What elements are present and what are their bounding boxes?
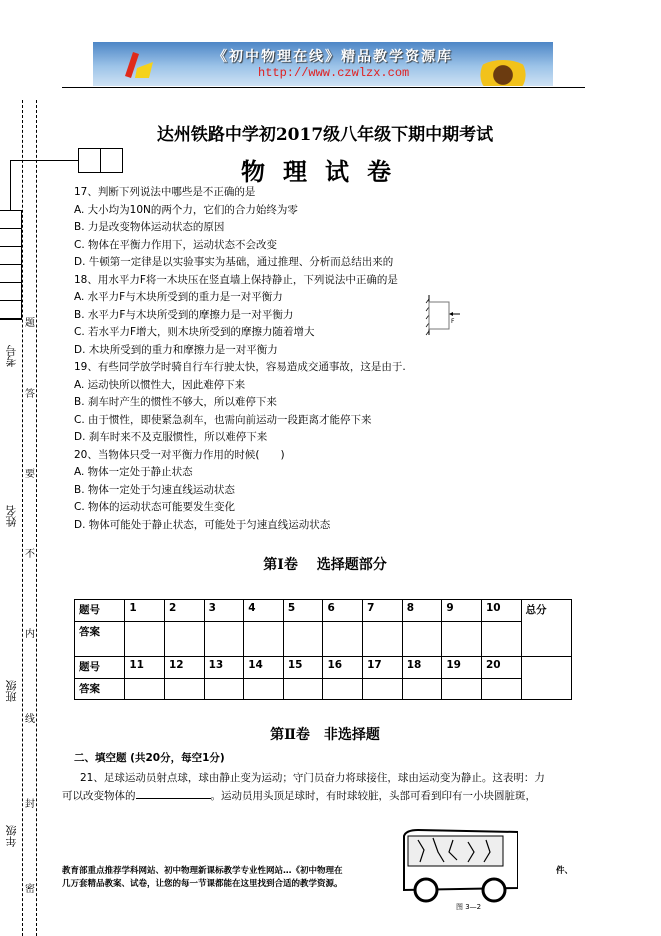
question-number: 1 (125, 600, 165, 622)
logo-icon (123, 50, 157, 80)
answer-cell[interactable] (164, 622, 204, 657)
row-label: 题号 (75, 600, 125, 622)
footer-line-1-tail: 件、 (556, 866, 574, 876)
answer-cell[interactable] (204, 622, 244, 657)
answer-cell[interactable] (363, 679, 403, 700)
answer-cell[interactable] (402, 622, 442, 657)
question-number: 15 (283, 657, 323, 679)
question-line: D. 物体可能处于静止状态，可能处于匀速直线运动状态 (74, 518, 331, 531)
question-line: A. 运动快所以惯性大，因此难停下来 (74, 378, 246, 391)
question-number: 14 (244, 657, 284, 679)
banner-url: http://www.czwlzx.com (258, 66, 410, 80)
seal-char: 要 (25, 469, 35, 480)
answer-cell[interactable] (363, 622, 403, 657)
question-line: B. 水平力F与木块所受到的摩擦力是一对平衡力 (74, 308, 294, 321)
table-row (75, 657, 572, 679)
question-line: A. 物体一定处于静止状态 (74, 466, 193, 478)
seal-char: 封 (25, 799, 35, 810)
answer-cell[interactable] (442, 679, 482, 700)
answer-cell[interactable] (402, 679, 442, 700)
answer-blank[interactable] (136, 788, 211, 799)
question-21-line1: 21、足球运动员射点球，球由静止变为运动；守门员奋力将球接住，球由运动变为静止。这表明：力 (80, 772, 545, 784)
connector-line (10, 160, 78, 161)
answer-cell[interactable] (244, 679, 284, 700)
question-line: B. 物体一定处于匀速直线运动状态 (74, 483, 235, 496)
seal-line (36, 100, 37, 936)
question-number: 2 (164, 600, 204, 622)
choice-questions (74, 184, 406, 534)
figure-caption: 图 3—2 (456, 903, 482, 911)
answer-cell[interactable] (283, 679, 323, 700)
connector-line (10, 160, 11, 210)
seal-line (22, 100, 23, 936)
answer-cell[interactable] (481, 679, 521, 700)
question-number: 12 (164, 657, 204, 679)
answer-cell[interactable] (125, 679, 165, 700)
number-grid (0, 210, 22, 320)
score-box (78, 148, 101, 173)
question-line: D. 刹车时来不及克服惯性，所以难停下来 (74, 431, 268, 443)
text: 。运动员用头顶足球时，有时球较脏，头部可看到印有一小块圆脏斑， (210, 790, 536, 802)
question-number: 17 (363, 657, 403, 679)
question-line: D. 牛顿第一定律是以实验事实为基础，通过推理、分析而总结出来的 (74, 256, 394, 268)
bus-illustration (398, 828, 518, 908)
answer-cell[interactable] (244, 622, 284, 657)
answer-cell[interactable] (204, 679, 244, 700)
question-number: 5 (283, 600, 323, 622)
question-number: 3 (204, 600, 244, 622)
label-grade: 年级 (5, 825, 18, 847)
question-number: 8 (402, 600, 442, 622)
label-name: 姓名 (5, 505, 18, 527)
exam-title: 达州铁路中学初2017级八年级下期中期考试 (156, 125, 494, 145)
answer-cell[interactable] (164, 679, 204, 700)
question-number: 11 (125, 657, 165, 679)
question-line: B. 力是改变物体运动状态的原因 (74, 221, 225, 233)
header-rule (62, 87, 585, 88)
seal-char: 题 (25, 318, 35, 329)
text: 可以改变物体的 (62, 790, 136, 802)
question-line: C. 若水平力F增大，则木块所受到的摩擦力随着增大 (74, 326, 315, 338)
question-line: A. 大小均为10N的两个力，它们的合力始终为零 (74, 203, 298, 216)
section-2-heading: 第Ⅱ卷 非选择题 (270, 727, 380, 743)
seal-char: 内 (25, 629, 35, 640)
question-number: 4 (244, 600, 284, 622)
question-line: 18、用水平力F将一木块压在竖直墙上保持静止，下列说法中正确的是 (74, 273, 398, 286)
question-line: 20、当物体只受一对平衡力作用的时候( ) (74, 448, 285, 461)
question-number: 19 (442, 657, 482, 679)
total-score-cell[interactable] (521, 657, 571, 700)
total-score-label: 总分 (521, 600, 571, 657)
question-21-line2 (62, 788, 536, 806)
seal-char: 不 (25, 549, 35, 560)
fill-blank-heading: 二、填空题 (共20分，每空1分) (74, 752, 225, 764)
question-line: C. 物体的运动状态可能要发生变化 (74, 501, 236, 513)
seal-char: 答 (25, 389, 35, 400)
site-banner (93, 42, 553, 86)
question-number: 10 (481, 600, 521, 622)
question-number: 6 (323, 600, 363, 622)
question-line: A. 水平力F与木块所受到的重力是一对平衡力 (74, 291, 283, 303)
table-row (75, 679, 572, 700)
force-label: F (451, 318, 455, 325)
exam-subtitle: 物理试卷 (241, 157, 409, 186)
question-line: C. 由于惯性，即使紧急刹车，也需向前运动一段距离才能停下来 (74, 413, 372, 426)
question-number: 13 (204, 657, 244, 679)
question-number: 20 (481, 657, 521, 679)
question-number: 9 (442, 600, 482, 622)
section-1-heading: 第Ⅰ卷 选择题部分 (263, 557, 387, 573)
sunflower-image (475, 60, 531, 86)
label-exam-number: 考号 (5, 345, 18, 367)
score-box (100, 148, 123, 173)
table-row (75, 622, 572, 657)
question-line: 19、有些同学放学时骑自行车行驶太快，容易造成交通事故，这是由于. (74, 361, 406, 373)
question-line: C. 物体在平衡力作用下，运动状态不会改变 (74, 238, 278, 251)
seal-char: 线 (25, 714, 35, 725)
question-number: 16 (323, 657, 363, 679)
label-class: 班级 (5, 680, 18, 702)
question-line: B. 刹车时产生的惯性不够大，所以难停下来 (74, 396, 277, 408)
question-number: 7 (363, 600, 403, 622)
answer-cell[interactable] (442, 622, 482, 657)
question-line: D. 木块所受到的重力和摩擦力是一对平衡力 (74, 343, 278, 356)
answer-cell[interactable] (323, 679, 363, 700)
row-label: 题号 (75, 657, 125, 679)
question-line: 17、判断下列说法中哪些是不正确的是 (74, 186, 256, 198)
answer-table (74, 599, 572, 700)
footer-line-1: 教育部重点推荐学科网站、初中物理新课标教学专业性网站…《初中物理在 (62, 866, 343, 876)
footer-line-2: 几万套精品教案、试卷，让您的每一节课都能在这里找到合适的教学资源。 (62, 879, 343, 889)
answer-label: 答案 (75, 679, 125, 700)
answer-cell[interactable] (481, 622, 521, 657)
wall-block-figure (424, 295, 464, 337)
banner-title: 《初中物理在线》精品教学资源库 (213, 49, 453, 65)
seal-char: 密 (25, 884, 35, 895)
question-number: 18 (402, 657, 442, 679)
table-row (75, 600, 572, 622)
answer-cell[interactable] (323, 622, 363, 657)
answer-cell[interactable] (283, 622, 323, 657)
answer-label: 答案 (75, 622, 125, 657)
answer-cell[interactable] (125, 622, 165, 657)
